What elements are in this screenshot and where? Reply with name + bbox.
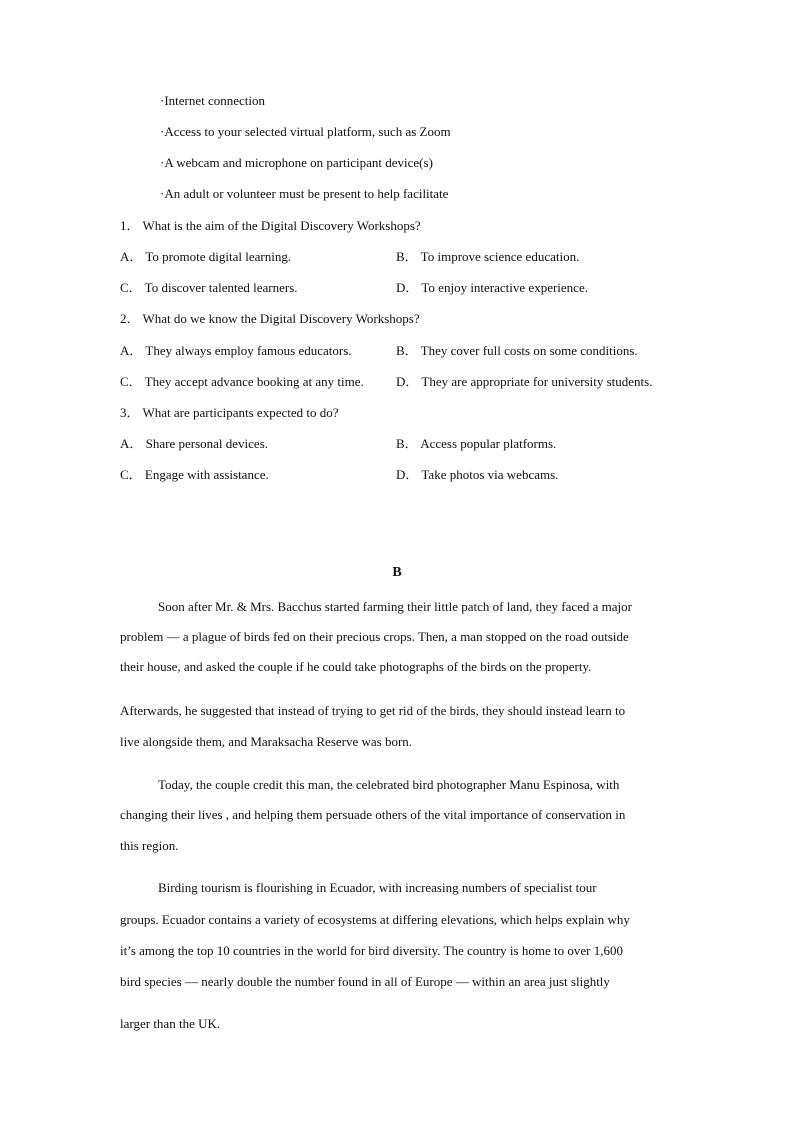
- option-a: A． To promote digital learning.: [120, 249, 292, 264]
- option-a: A． They always employ famous educators.: [120, 343, 352, 358]
- option-d: D． To enjoy interactive experience.: [396, 280, 588, 295]
- paragraph-line: changing their lives , and helping them persuade others of the vital importance of conservation in: [120, 807, 626, 822]
- paragraph-line: larger than the UK.: [120, 1016, 221, 1031]
- paragraph-line: Today, the couple credit this man, the celebrated bird photographer Manu Espinosa, with: [158, 777, 620, 792]
- question-stem: 2． What do we know the Digital Discovery Workshops?: [120, 311, 420, 326]
- question-stem: 1． What is the aim of the Digital Discovery Workshops?: [120, 218, 421, 233]
- requirement-item: ·A webcam and microphone on participant device(s): [160, 155, 433, 170]
- question-stem: 3． What are participants expected to do?: [120, 405, 339, 420]
- option-a: A． Share personal devices.: [120, 436, 269, 451]
- paragraph-line: live alongside them, and Maraksacha Reserve was born.: [120, 734, 413, 749]
- paragraph-line: groups. Ecuador contains a variety of ecosystems at differing elevations, which helps explain why: [120, 912, 630, 927]
- option-d: D． They are appropriate for university students.: [396, 374, 653, 389]
- option-d: D． Take photos via webcams.: [396, 467, 559, 482]
- option-b: B． They cover full costs on some conditions.: [396, 343, 638, 358]
- paragraph-line: Birding tourism is flourishing in Ecuador, with increasing numbers of specialist tour: [158, 880, 597, 895]
- option-b: B． To improve science education.: [396, 249, 580, 264]
- paragraph-line: bird species — nearly double the number found in all of Europe — within an area just slightly: [120, 974, 610, 989]
- requirement-item: ·An adult or volunteer must be present to help facilitate: [160, 186, 449, 201]
- paragraph-line: it’s among the top 10 countries in the world for bird diversity. The country is home to over 1,600: [120, 943, 623, 958]
- paragraph-line: this region.: [120, 838, 179, 853]
- option-c: C． To discover talented learners.: [120, 280, 298, 295]
- paragraph-line: Soon after Mr. & Mrs. Bacchus started farming their little patch of land, they faced a major: [158, 599, 632, 614]
- option-c: C． They accept advance booking at any time.: [120, 374, 364, 389]
- paragraph-line: Afterwards, he suggested that instead of trying to get rid of the birds, they should instead learn to: [120, 703, 626, 718]
- paragraph-line: their house, and asked the couple if he could take photographs of the birds on the property.: [120, 659, 592, 674]
- section-title: B: [392, 565, 402, 580]
- option-c: C． Engage with assistance.: [120, 467, 269, 482]
- requirement-item: ·Internet connection: [160, 93, 266, 108]
- option-b: B． Access popular platforms.: [396, 436, 557, 451]
- paragraph-line: problem — a plague of birds fed on their precious crops. Then, a man stopped on the road outside: [120, 629, 629, 644]
- requirement-item: ·Access to your selected virtual platform, such as Zoom: [160, 124, 451, 139]
